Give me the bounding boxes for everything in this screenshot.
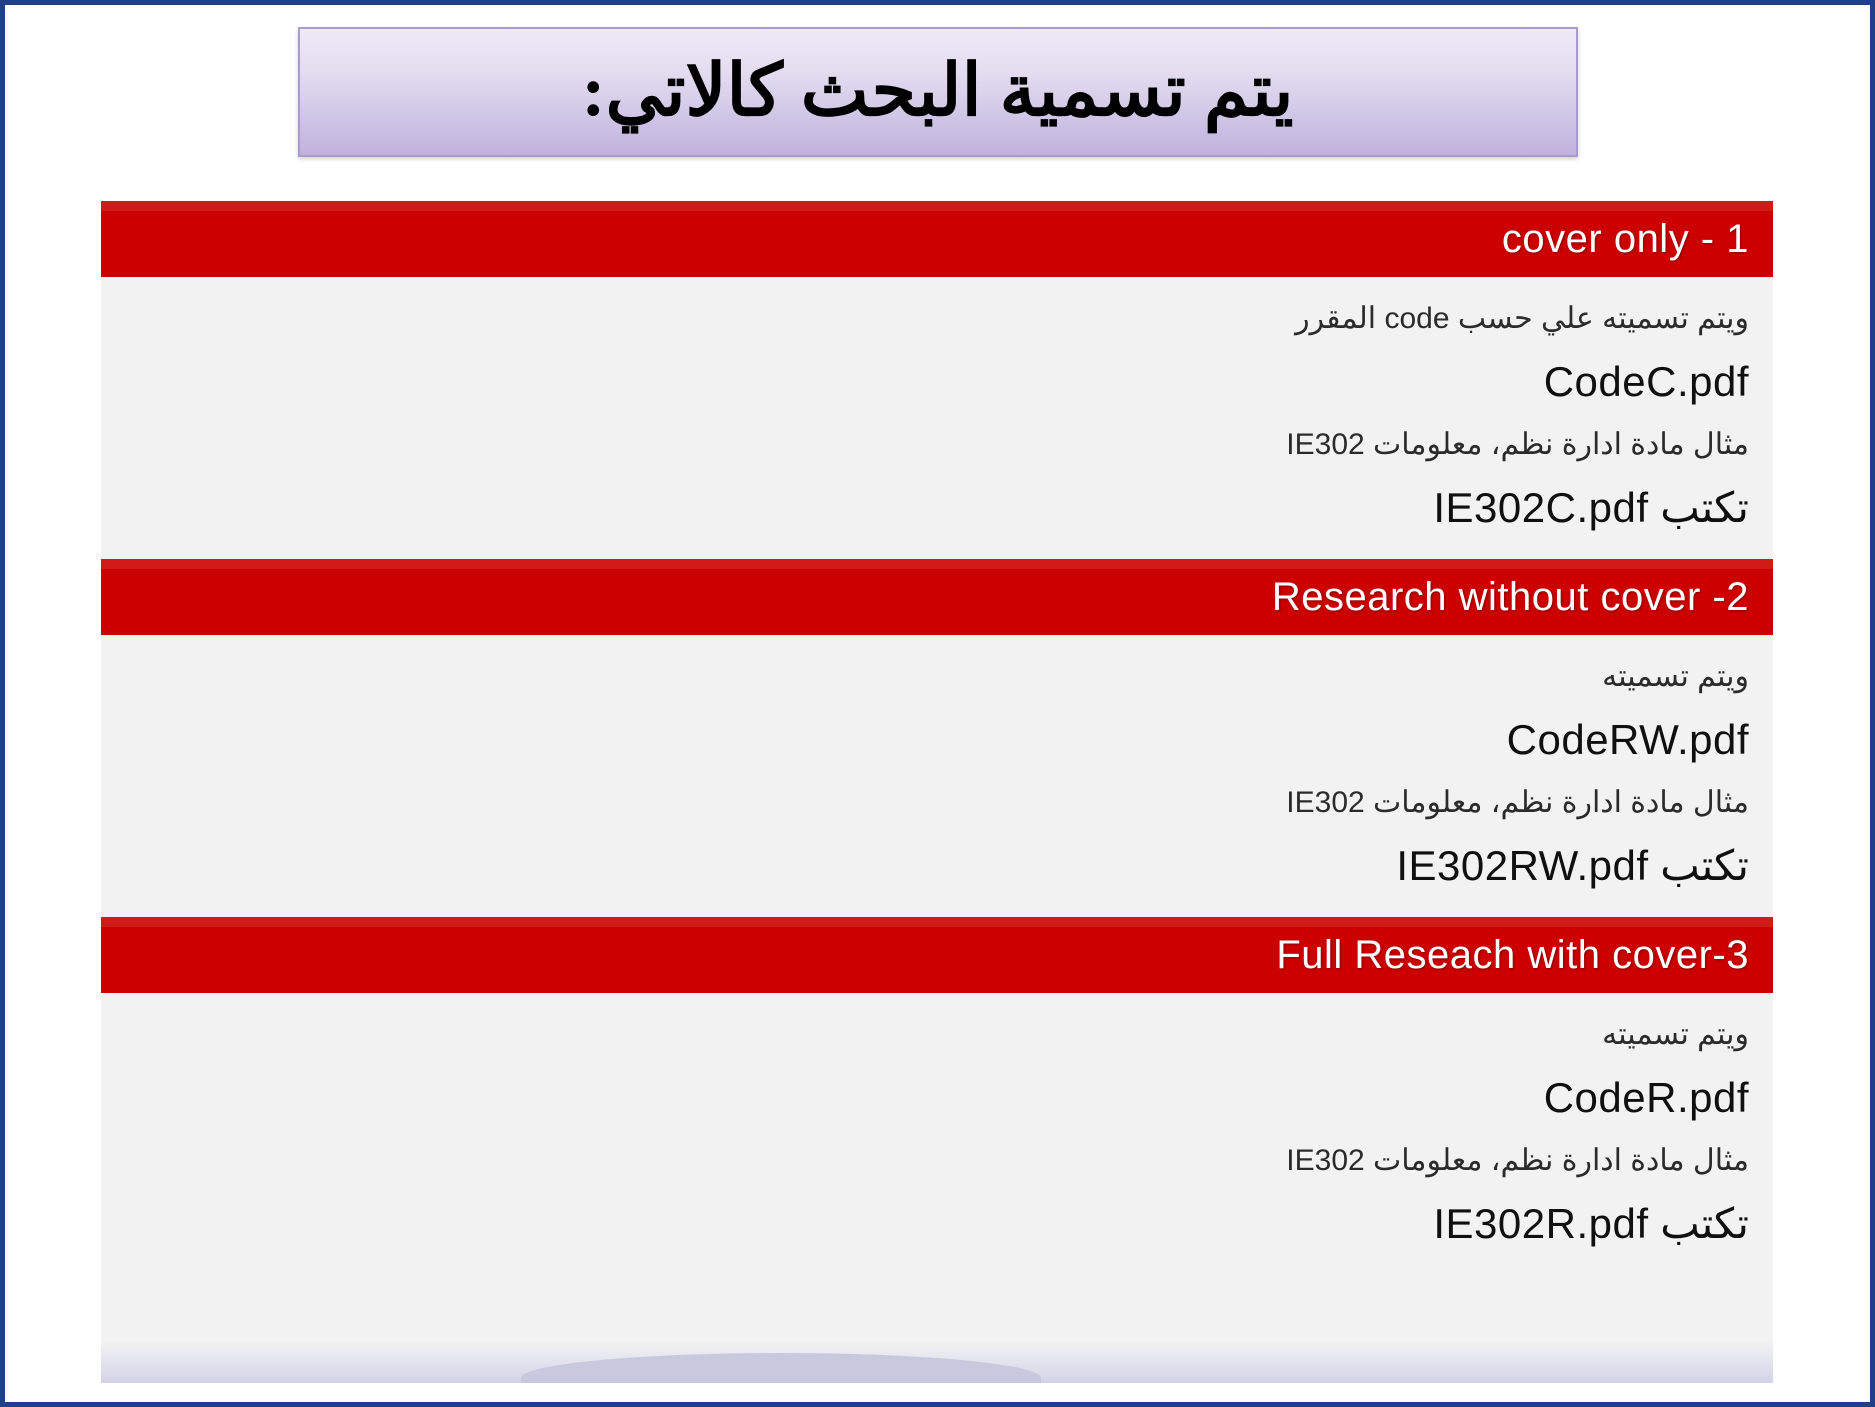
section-3-line-3: مثال مادة ادارة نظم، معلومات IE302 — [1286, 1144, 1749, 1177]
section-header-2 — [101, 559, 1773, 635]
section-2-line-4: تكتب IE302RW.pdf — [1396, 841, 1749, 889]
section-2-line-2: CodeRW.pdf — [1506, 715, 1749, 763]
section-header-1 — [101, 201, 1773, 277]
section-title-1: cover only - 1 — [1501, 216, 1749, 261]
section-body-1 — [101, 277, 1773, 559]
section-title-3: Full Reseach with cover-3 — [1276, 932, 1749, 977]
section-full-research-with-cover — [101, 917, 1773, 1275]
slide-title-banner — [298, 27, 1578, 157]
bottom-decoration — [101, 1341, 1773, 1383]
section-1-line-3: مثال مادة ادارة نظم، معلومات IE302 — [1286, 428, 1749, 461]
page-title: يتم تسمية البحث كالاتي: — [581, 51, 1294, 132]
section-research-without-cover — [101, 559, 1773, 917]
section-cover-only — [101, 201, 1773, 559]
section-title-2: Research without cover -2 — [1271, 574, 1749, 619]
section-3-line-4: تكتب IE302R.pdf — [1433, 1199, 1749, 1247]
section-body-3 — [101, 993, 1773, 1275]
section-body-2 — [101, 635, 1773, 917]
section-1-line-4: تكتب IE302C.pdf — [1433, 483, 1749, 531]
content-area — [101, 201, 1773, 1383]
section-1-line-2: CodeC.pdf — [1543, 357, 1749, 405]
section-2-line-3: مثال مادة ادارة نظم، معلومات IE302 — [1286, 786, 1749, 819]
section-3-line-1: ويتم تسميته — [1602, 1018, 1749, 1051]
section-3-line-2: CodeR.pdf — [1543, 1073, 1749, 1121]
section-header-3 — [101, 917, 1773, 993]
section-2-line-1: ويتم تسميته — [1602, 660, 1749, 693]
section-1-line-1: ويتم تسميته علي حسب code المقرر — [1295, 302, 1749, 335]
